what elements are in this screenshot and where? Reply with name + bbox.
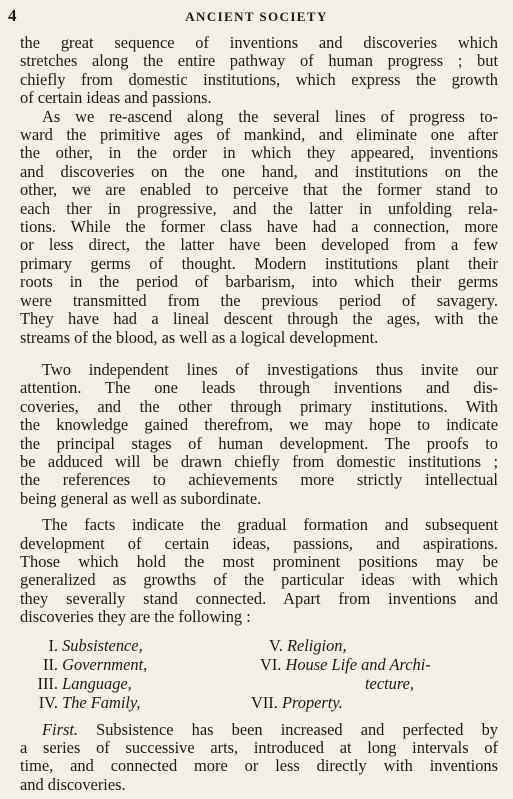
list-numeral: VII. [251,692,278,712]
text-line: As we re-ascend along the several lines of progress to- [42,106,498,126]
list-label: Government, [62,654,148,674]
list-item [20,656,147,674]
text-line: attention. The one leads through inventions and dis- [20,378,498,398]
text-line: of certain ideas and passions. [20,88,212,108]
text-line: the principal stages of human development. The proofs to [20,433,498,453]
list-item [20,675,132,693]
text-line: coveries, and the other through primary institutions. With [20,396,498,416]
list-label: Religion, [286,635,347,655]
list-item [251,694,343,712]
text-line: ward the primitive ages of mankind, and eliminate one after [20,125,498,145]
list-label: The Family, [62,692,141,712]
text-line: generalized as growths of the particular ideas with which [20,570,498,590]
list-item [20,694,140,712]
text-line: the other, in the order in which they appeared, inventions [20,143,498,163]
page-number: 4 [8,6,17,25]
text-line: The facts indicate the gradual formation and subsequent [42,515,498,535]
text-line: time, and connected more or less directly with inventions [20,756,498,776]
text-line: They have had a lineal descent through the ages, with the [20,309,498,329]
paragraph-1 [20,34,498,108]
list-numeral: I. [48,635,58,655]
text-line: the knowledge gained therefrom, we may hope to indicate [20,415,498,435]
text-line: and discoveries on the one hand, and institutions on the [20,161,498,181]
text-line: other, we are enabled to perceive that the former stand to [20,180,498,200]
text-line: each ther in progressive, and the latter in unfolding rela- [20,198,498,218]
text-line: a series of successive arts, introduced at long intervals of [20,738,498,757]
list-item [365,675,414,693]
text-line: roots in the period of barbarism, into which their germs [20,272,498,292]
list-item [260,656,431,674]
text-line: chiefly from domestic institutions, which express the growth [20,69,498,89]
list-numeral: IV. [38,692,58,712]
list-label: tecture, [365,673,414,693]
paragraph-gap [20,347,498,361]
list-label: Language, [62,673,132,693]
text-line: be adduced will be drawn chiefly from domestic institutions ; [20,451,498,471]
running-head: ANCIENT SOCIETY [185,9,328,24]
list-numeral: VI. [260,654,282,674]
paragraph-3 [20,361,498,508]
list-numeral: II. [42,654,58,674]
text-line: the great sequence of inventions and discoveries which [20,33,498,52]
page-header [0,4,513,30]
text-line: and discoveries. [20,774,126,794]
list-label: House Life and Archi- [285,654,431,674]
paragraph-2 [20,108,498,347]
list-numeral: III. [37,673,58,693]
list-label: Property. [281,692,343,712]
list-item [20,637,143,655]
text-line: they severally stand connected. Apart from inventions and [20,588,498,608]
text-line: the references to achievements more strictly intellectual [20,470,498,490]
text-line: tions. While the former class have had a connection, more [20,217,498,237]
text-line: Those which hold the most prominent positions may be [20,551,498,571]
text-line: were transmitted from the previous period of savagery. [20,290,498,310]
text-line: development of certain ideas, passions, and aspirations. [20,533,498,553]
text-line: streams of the blood, as well as a logical development. [20,327,379,347]
paragraph-lead: First. [42,719,78,739]
text-line: being general as well as subordinate. [20,488,262,508]
list-item [269,637,347,655]
ideas-list [20,637,498,749]
paragraph-4 [20,516,498,626]
list-label: Subsistence, [62,635,143,655]
list-numeral: V. [269,635,283,655]
text-line: or less direct, the latter have been developed from a few [20,235,498,255]
body-text [20,34,498,794]
text-line: Two independent lines of investigations thus invite our [42,359,498,379]
text-line: discoveries they are the following : [20,607,251,627]
text-line: stretches along the entire pathway of human progress ; but [20,51,498,71]
text-run: Subsistence has been increased and perfected by [96,719,498,739]
text-line: primary germs of thought. Modern institutions plant their [20,253,498,273]
